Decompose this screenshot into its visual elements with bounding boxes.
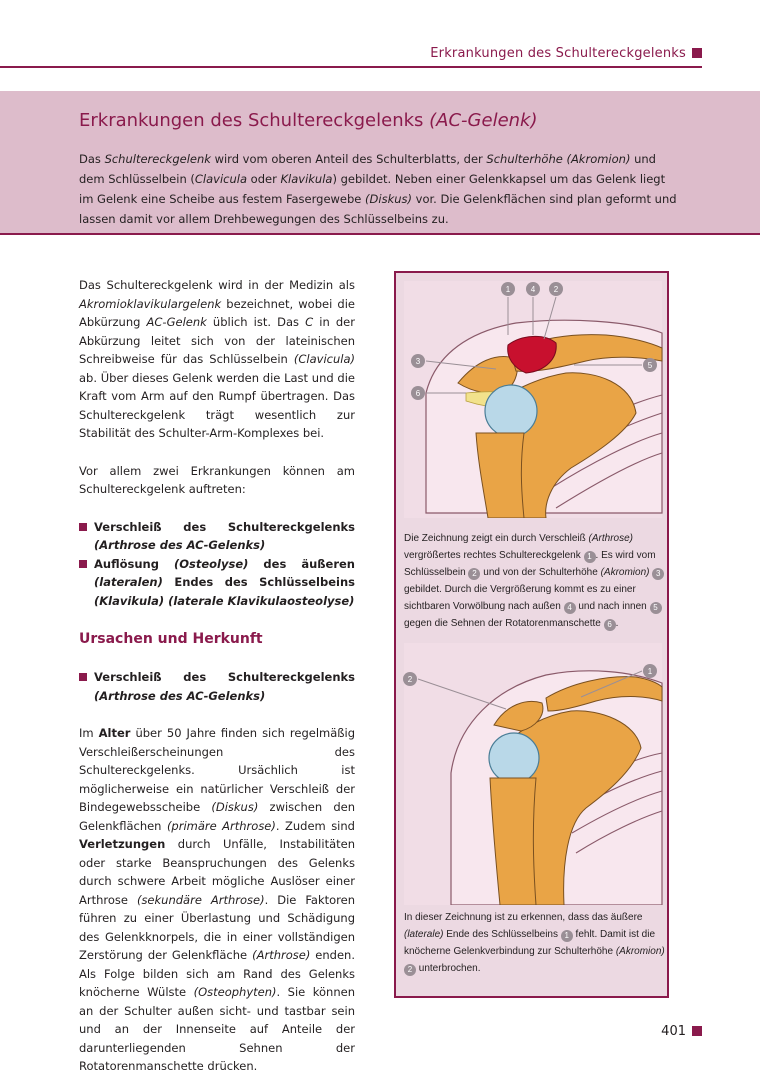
fig1-label-5: 5 xyxy=(647,361,653,370)
fig1-label-3: 3 xyxy=(415,357,421,366)
fig2-label-2: 2 xyxy=(407,675,413,684)
main-text-column xyxy=(79,276,355,1076)
figure-reference-marker: 5 xyxy=(650,602,662,614)
header-rule xyxy=(0,66,702,68)
running-header-text: Erkrankungen des Schultereckgelenks xyxy=(430,46,686,61)
bullet-item-3: Verschleiß des Schultereckgelenks (Arthrose des AC-Gelenks) xyxy=(79,668,355,705)
intro-title-em: (AC-Gelenk) xyxy=(429,110,538,131)
paragraph-3: Im Alter über 50 Jahre finden sich regelmäßig Verschleißerscheinungen des Schultereckgelenks. Ursächlich ist möglicherweise ein natürlicher Verschleiß der Bindegewebsscheibe (Diskus) zwischen den Gelenkflächen (primäre Arthrose). Zudem sind Verletzungen durch Unfälle, Instabilitäten oder starke Beanspruchungen des Gelenks durch schwere Arbeit mögliche Auslöser einer Arthrose (sekundäre Arthrose). Die Faktoren führen zu einer Überlastung und Schädigung des Gelenkknorpels, die in einer vollständigen Zerstörung der Gelenkfläche (Arthrose) enden. Als Folge bilden sich am Rand des Gelenks knöcherne Wülste (Osteophyten). Sie können an der Schulter außen sicht- und tastbar sein und an der Innenseite auf Anteile der darunterliegenden Sehnen der Rotatorenmanschette drücken. xyxy=(79,726,355,1073)
figure-reference-marker: 2 xyxy=(468,568,480,580)
figure-reference-marker: 1 xyxy=(584,551,596,563)
intro-title-text: Erkrankungen des Schultereckgelenks xyxy=(79,110,424,131)
square-bullet-icon xyxy=(692,48,702,58)
figure-2-caption: In dieser Zeichnung ist zu erkennen, dass das äußere (laterale) Ende des Schlüsselbeins 1 fehlt. Damit ist die knöcherne Gelenkverbindung zur Schulterhöhe (Akromion) 2 unterbrochen. xyxy=(404,912,665,974)
figure-1-caption: Die Zeichnung zeigt ein durch Verschleiß (Arthrose) vergrößertes rechtes Schultereckgelenk 1 . Es wird vom Schlüsselbein 2 und von der Schulterhöhe (Akromion) 3 gebildet. Durch die Vergrößerung kommt es zu einer sichtbaren Vorwölbung nach außen 4 und nach innen 5 gegen die Sehnen der Rotatorenmanschette 6 . xyxy=(404,530,666,632)
figure-reference-marker: 3 xyxy=(652,568,664,580)
page-number-text: 401 xyxy=(661,1024,686,1039)
shoulder-arthrosis-illustration xyxy=(396,273,667,518)
bullet-item-1: Verschleiß des Schultereckgelenks (Arthrose des AC-Gelenks) xyxy=(79,518,355,555)
figure-reference-marker: 2 xyxy=(404,964,416,976)
intro-title xyxy=(79,110,538,131)
intro-box xyxy=(0,91,760,235)
running-header xyxy=(430,46,702,61)
paragraph-2: Vor allem zwei Erkrankungen können am Schultereckgelenk auftreten: xyxy=(79,463,355,496)
square-bullet-icon xyxy=(692,1026,702,1036)
fig2-label-1: 1 xyxy=(647,667,653,676)
paragraph-1: Das Schultereckgelenk wird in der Medizin als Akromioklavikulargelenk bezeichnet, wobei die Abkürzung AC-Gelenk üblich ist. Das C in der Abkürzung leitet sich von der lateinischen Schreibweise für das Schlüsselbein (Clavicula) ab. Über dieses Gelenk werden die Last und die Kraft vom Arm auf den Rumpf übertragen. Das Schultereckgelenk trägt wesentlich zur Stabilität des Schulter-Arm-Komplexes bei. xyxy=(79,278,355,440)
section-heading: Ursachen und Herkunft xyxy=(79,631,263,647)
bullet-item-2: Auflösung (Osteolyse) des äußeren (lateralen) Endes des Schlüsselbeins (Klavikula) (laterale Klavikulaosteolyse) xyxy=(79,555,355,611)
fig1-label-1: 1 xyxy=(505,285,511,294)
fig1-label-2: 2 xyxy=(553,285,559,294)
fig1-label-6: 6 xyxy=(415,389,421,398)
figure-reference-marker: 4 xyxy=(564,602,576,614)
figure-reference-marker: 1 xyxy=(561,930,573,942)
intro-text: Das Schultereckgelenk wird vom oberen Anteil des Schulterblatts, der Schulterhöhe (Akromion) und dem Schlüsselbein (Clavicula oder Klavikula) gebildet. Neben einer Gelenkkapsel um das Gelenk liegt im Gelenk eine Scheibe aus festem Fasergewebe (Diskus) vor. Die Gelenkflächen sind plan geformt und lassen damit vor allem Drehbewegungen des Schlüsselbeins zu. xyxy=(79,152,677,226)
figure-reference-marker: 6 xyxy=(604,619,616,631)
figure-panel xyxy=(394,271,669,998)
fig1-label-4: 4 xyxy=(530,285,536,294)
page-number xyxy=(661,1024,702,1039)
clavicle-osteolysis-illustration xyxy=(396,643,667,905)
